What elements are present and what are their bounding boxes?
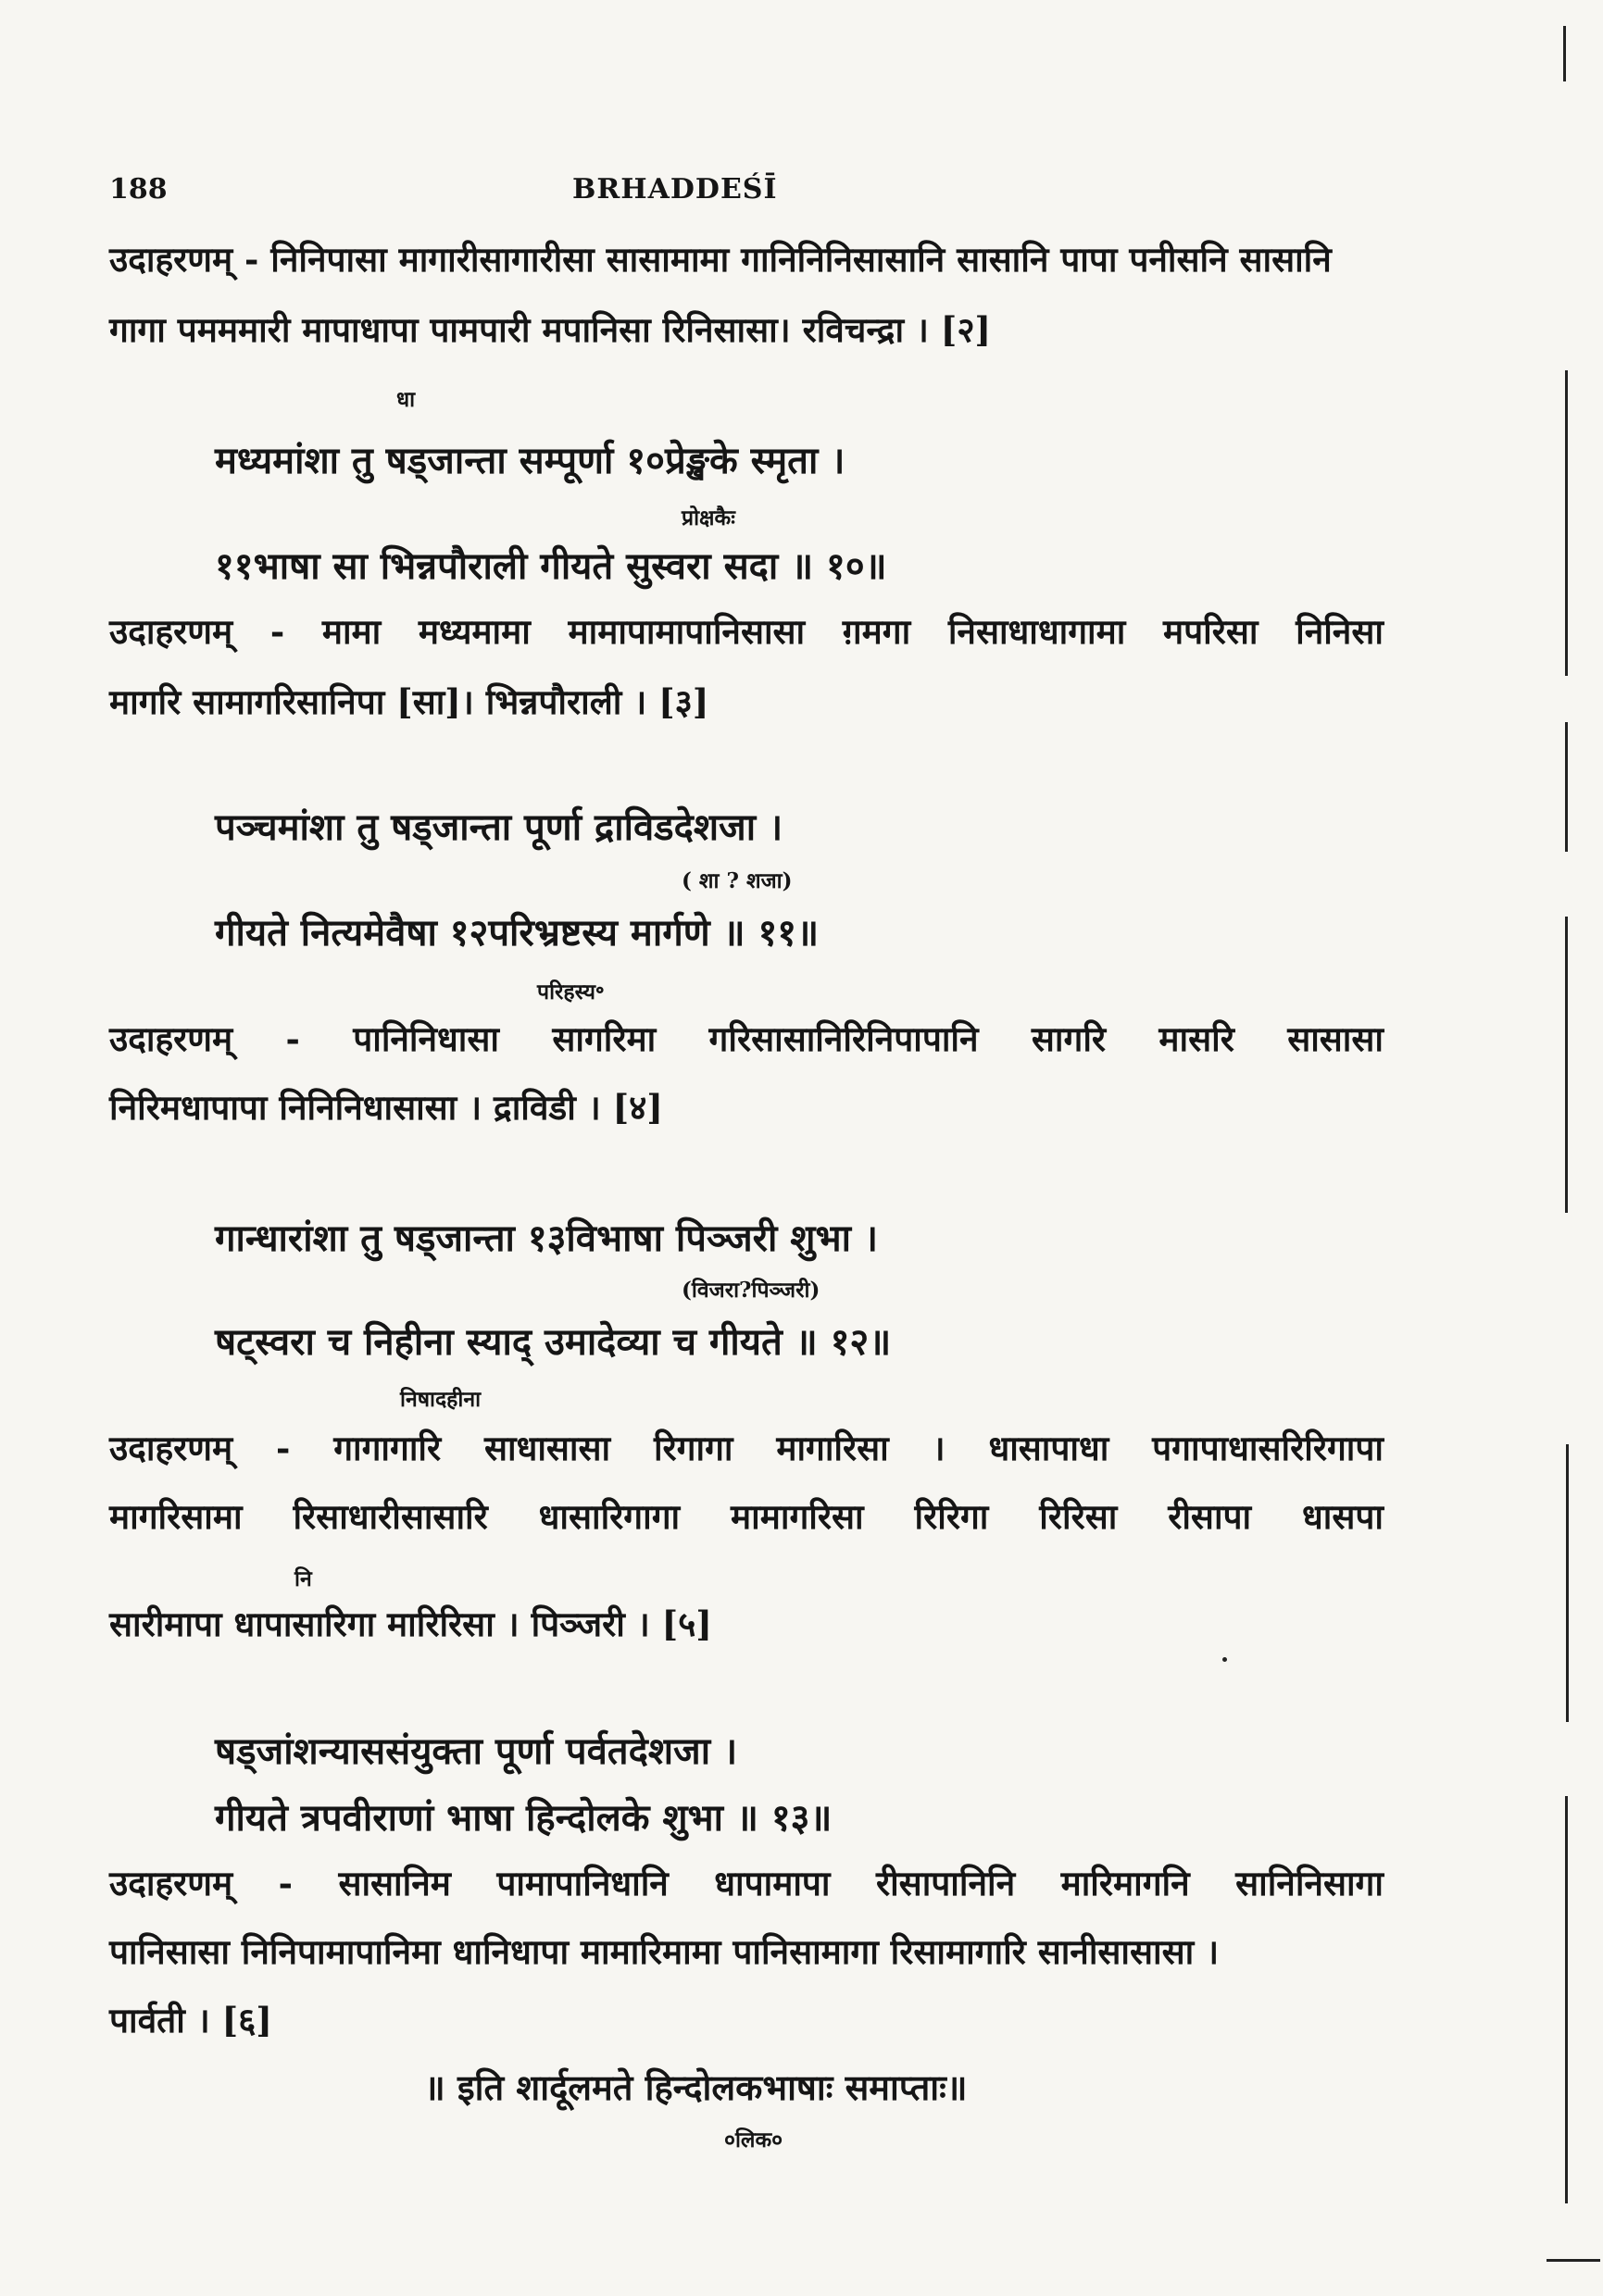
example-5-line-1 <box>109 1428 1384 1468</box>
example-4-line-1 <box>109 1018 1384 1059</box>
example-6-line-1 <box>109 1863 1384 1903</box>
word: धासपा <box>1302 1496 1384 1537</box>
word: रीसापानिनि <box>875 1863 1016 1903</box>
scan-edge-line <box>1565 370 1568 676</box>
annotation-verse-10: प्रोक्षकैः <box>682 505 735 530</box>
annotation-verse-11a: ( शा ? शजा) <box>682 868 793 893</box>
annotation-verse-11b: परिहस्य॰ <box>537 980 605 1004</box>
verse-11-line-2: गीयते नित्यमेवैषा १२परिभ्रष्टस्य मार्गणे ॥ ११॥ <box>215 911 820 955</box>
word: रिसाधारीसासारि <box>293 1496 488 1537</box>
word: पामापानिधानि <box>496 1863 669 1903</box>
verse-12-line-2: षट्स्वरा च निहीना स्याद् उमादेव्या च गीयते ॥ १२॥ <box>215 1320 892 1364</box>
annotation-verse-12b: निषादहीना <box>400 1387 482 1412</box>
word: मपरिसा <box>1163 611 1259 652</box>
word: सागरिमा <box>552 1018 657 1059</box>
word: उदाहरणम् <box>109 611 233 652</box>
colophon: ॥ इति शार्दूलमते हिन्दोलकभाषाः समाप्ताः॥ <box>424 2066 968 2108</box>
scan-edge-line <box>1565 722 1568 852</box>
word: रिगागा <box>653 1428 733 1468</box>
word: रिरिगा <box>914 1496 989 1537</box>
word: मागारिसा <box>776 1428 889 1468</box>
example-3-line-1 <box>109 611 1384 652</box>
word: मध्यमामा <box>418 611 531 652</box>
word: पानिनिधासा <box>353 1018 499 1059</box>
word: मामापामापानिसासा <box>568 611 806 652</box>
word: पगापाधासरिरिगापा <box>1152 1428 1384 1468</box>
word: मामा <box>321 611 382 652</box>
word: मागरिसामा <box>109 1496 243 1537</box>
annotation-verse-12a: (विजरा?पिञ्जरी) <box>682 1278 820 1303</box>
word: मासरि <box>1158 1018 1234 1059</box>
word: गरिसासानिरिनिपापानि <box>708 1018 979 1059</box>
word: मामागरिसा <box>731 1496 864 1537</box>
word: उदाहरणम् <box>109 1863 233 1903</box>
word: सासासा <box>1287 1018 1384 1059</box>
scan-edge-line <box>1547 2259 1600 2262</box>
annotation-colophon: ०लिक० <box>724 2128 783 2152</box>
example-3-line-2: मागरि सामागरिसानिपा [सा]। भिन्नपौराली । [३] <box>109 681 709 722</box>
example-2-line-1: उदाहरणम् - निनिपासा मागारीसागारीसा सासामामा गानिनिनिसासानि सासानि पापा पनीसनि सासानि <box>109 239 1332 280</box>
word: धासारिगागा <box>538 1496 681 1537</box>
word: सानिनिसागा <box>1235 1863 1384 1903</box>
example-6-line-2: पानिसासा निनिपामापानिमा धानिधापा मामारिमामा पानिसामागा रिसामागारि सानीसासासा । <box>109 1931 1220 1972</box>
word: मारिमागनि <box>1060 1863 1190 1903</box>
word: गागागारि <box>333 1428 442 1468</box>
verse-11-line-1: पञ्चमांशा तु षड्जान्ता पूर्णा द्राविडदेशजा । <box>215 805 783 849</box>
word: निसाधाधागामा <box>947 611 1126 652</box>
example-4-line-2: निरिमधापापा निनिनिधासासा । द्राविडी । [४] <box>109 1087 663 1128</box>
scan-edge-line <box>1565 1796 1568 2203</box>
scan-edge-line <box>1565 917 1568 1213</box>
running-title: BRHADDEŚĪ <box>572 173 778 206</box>
word: निनिसा <box>1296 611 1384 652</box>
word: उदाहरणम् <box>109 1018 233 1059</box>
word: । <box>932 1428 946 1468</box>
example-6-line-3: पार्वती । [६] <box>109 2000 272 2040</box>
word: रिरिसा <box>1039 1496 1118 1537</box>
verse-12-line-1: गान्धारांशा तु षड्जान्ता १३विभाषा पिञ्जरी शुभा । <box>215 1217 879 1260</box>
verse-13-line-1: षड्जांशन्याससंयुक्ता पूर्णा पर्वतदेशजा । <box>215 1729 738 1773</box>
word: धासापाधा <box>988 1428 1109 1468</box>
word: सासानिम <box>338 1863 451 1903</box>
example-5-line-3: सारीमापा धापासारिगा मारिरिसा । पिञ्जरी । [५] <box>109 1603 712 1644</box>
word: - <box>269 611 285 652</box>
verse-13-line-2: गीयते त्रपवीराणां भाषा हिन्दोलके शुभा ॥ १३॥ <box>215 1796 833 1840</box>
word: सागरि <box>1031 1018 1107 1059</box>
verse-10-line-2: ११भाषा सा भिन्नपौराली गीयते सुस्वरा सदा ॥ १०॥ <box>215 544 887 588</box>
word: साधासासा <box>483 1428 611 1468</box>
word: उदाहरणम् <box>109 1428 233 1468</box>
annotation-dha: धा <box>396 387 416 412</box>
example-5-line-2 <box>109 1496 1384 1537</box>
annotation-ni: नि <box>294 1566 312 1591</box>
word: - <box>285 1018 300 1059</box>
word: धापामापा <box>714 1863 831 1903</box>
scan-speck <box>1222 1657 1227 1662</box>
verse-10-line-1: मध्यमांशा तु षड्जान्ता सम्पूर्णा १०प्रेङ्खके स्मृता । <box>215 439 845 482</box>
word: - <box>278 1863 293 1903</box>
example-2-line-2: गागा पमममारी मापाधापा पामपारी मपानिसा रिनिसासा। रविचन्द्रा । [२] <box>109 309 992 350</box>
word: रीसापा <box>1168 1496 1252 1537</box>
word: ग़मगा <box>842 611 911 652</box>
page-number: 188 <box>109 173 168 206</box>
scan-edge-line <box>1566 1444 1569 1722</box>
word: - <box>276 1428 291 1468</box>
scan-edge-line <box>1563 26 1566 81</box>
